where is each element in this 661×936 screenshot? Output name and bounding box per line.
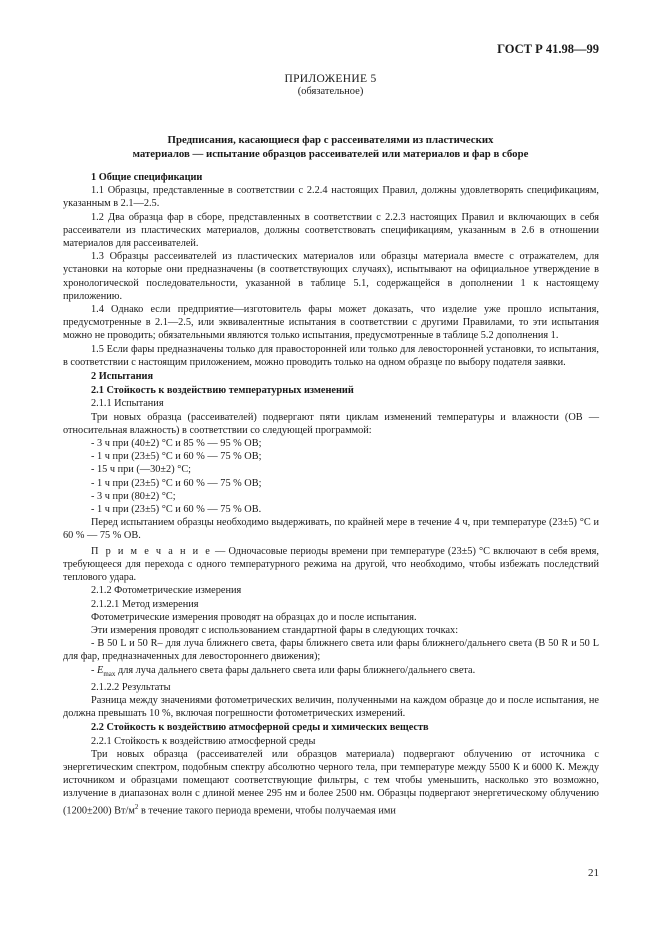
program-item: - 3 ч при (80±2) °С; bbox=[91, 490, 176, 502]
note-text: — Одночасовые периоды времени при температуре (23±5) °С включают в себя время, требующееся для перехода с одного температурного режима на другой, что необходимо, чтобы избежать последствий теплового удара. bbox=[63, 545, 599, 584]
section-1-title: 1 Общие спецификации bbox=[91, 172, 203, 183]
note-paragraph bbox=[63, 545, 599, 585]
document-code: ГОСТ Р 41.98—99 bbox=[497, 42, 599, 56]
section-heading bbox=[0, 134, 661, 161]
section-2-2-title: 2.2 Стойкость к воздействию атмосферной среды и химических веществ bbox=[91, 722, 429, 734]
paragraph-1-4: 1.4 Однако если предприятие—изготовитель фары может доказать, что изделие уже прошло испытания, предусмотренные в 2.1—2.5, или эквивалентные испытания в соответствии с другими Правилами, то эти испытания можно не проводить; обязательными являются только испытания, предусмотренные в таблице 5.2 дополнения 1. bbox=[63, 304, 599, 342]
paragraph-2-2-1-text-b: в течение такого периода времени, чтобы получаемая ими bbox=[138, 805, 396, 817]
page-number: 21 bbox=[588, 867, 599, 879]
program-item: - 3 ч при (40±2) °С и 85 % — 95 % ОВ; bbox=[91, 438, 262, 450]
paragraph-method-2: Эти измерения проводят с использованием стандартной фары в следующих точках: bbox=[91, 624, 459, 636]
paragraph-2-2-1-text-a: Три новых образца (рассеивателей или образцов материала) подвергают облучению от источника с энергетическим спектром, подобным спектру абсолютно черного тела, при температуре между 5500 К и 6000 К. Между источником и образцами помещают соответствующие фильтры, с тем чтобы уменьшить, насколько это возможно, излучение в диапазонах волн с длиной менее 295 нм и более 2500 нм. Образцы подвергают энергетическому облучению (1200±200) Вт/м bbox=[63, 748, 599, 817]
paragraph-2-2-1 bbox=[63, 748, 599, 817]
section-2-title: 2 Испытания bbox=[91, 371, 154, 383]
section-2-1-1-title: 2.1.1 Испытания bbox=[91, 398, 164, 410]
e-max-symbol: E bbox=[97, 664, 104, 676]
heading-line-1: Предписания, касающиеся фар с рассеивателями из пластических bbox=[167, 134, 494, 146]
appendix-status: (обязательное) bbox=[297, 86, 364, 97]
paragraph-method-4 bbox=[63, 664, 599, 681]
program-item: - 15 ч при (—30±2) °С; bbox=[91, 464, 192, 476]
program-item: - 1 ч при (23±5) °С и 60 % — 75 % ОВ. bbox=[91, 504, 262, 516]
appendix-title: ПРИЛОЖЕНИЕ 5 bbox=[284, 73, 377, 85]
paragraph-2-1-1: Три новых образца (рассеивателей) подвергают пяти циклам изменений температуры и влажности (ОВ — относительная влажность) в соответствии со следующей программой: bbox=[63, 411, 599, 436]
paragraph-1-3: 1.3 Образцы рассеивателей из пластических материалов или образцы материала вместе с отражателем, для установки на которые они предназначены (в соответствующих случаях), испытывают на официальное утверждение в хронологической последовательности, указанной в таблице 5.1, содержащейся в дополнении 1 к настоящему приложению. bbox=[63, 251, 599, 302]
paragraph-method-1: Фотометрические измерения проводят на образцах до и после испытания. bbox=[91, 611, 417, 623]
paragraph-results: Разница между значениями фотометрических величин, полученными на каждом образце до и после испытания, не должна превышать 10 %, включая погрешности фотометрических измерений. bbox=[63, 694, 599, 720]
superscript-2: 2 bbox=[134, 802, 139, 811]
section-2-1-2-2-title: 2.1.2.2 Результаты bbox=[91, 681, 171, 693]
paragraph-1-2: 1.2 Два образца фар в сборе, представленных в соответствии с 2.2.3 настоящих Правил и включающих в себя рассеиватели из пластических материалов, должны соответствовать спецификациям, указанным в 2.6 в отношении материалов для рассеивателей. bbox=[63, 211, 599, 250]
paragraph-method-3: - В 50 L и 50 R– для луча ближнего света, фары ближнего света или фары ближнего/дальнего света (В 50 R и 50 L для фар, предназначенных для левостороннего движения); bbox=[63, 638, 599, 663]
e-max-subscript: max bbox=[103, 669, 116, 678]
method-4-prefix: - bbox=[91, 664, 98, 676]
document-body bbox=[63, 170, 599, 817]
section-2-1-2-1-title: 2.1.2.1 Метод измерения bbox=[91, 598, 199, 610]
section-2-2-1-title: 2.2.1 Стойкость к воздействию атмосферной среды bbox=[91, 735, 316, 747]
heading-line-2: материалов — испытание образцов рассеивателей или материалов и фар в сборе bbox=[132, 147, 529, 160]
program-item: - 1 ч при (23±5) °С и 60 % — 75 % ОВ; bbox=[91, 477, 262, 489]
method-4-text: для луча дальнего света фары дальнего света или фары ближнего/дальнего света. bbox=[115, 664, 476, 676]
note-label: П р и м е ч а н и е bbox=[91, 545, 212, 557]
paragraph-before-test: Перед испытанием образцы необходимо выдерживать, по крайней мере в течение 4 ч, при температуре (23±5) °С и 60 % — 75 % ОВ. bbox=[63, 517, 599, 542]
paragraph-1-1: 1.1 Образцы, представленные в соответствии с 2.2.4 настоящих Правил, должны удовлетворять спецификациям, указанным в 2.1—2.5. bbox=[63, 185, 599, 210]
program-item: - 1 ч при (23±5) °С и 60 % — 75 % ОВ; bbox=[91, 451, 262, 463]
section-2-1-2-title: 2.1.2 Фотометрические измерения bbox=[91, 585, 242, 597]
paragraph-1-5: 1.5 Если фары предназначены только для правосторонней или только для левосторонней установки, то испытания, в соответствии с настоящим приложением, можно проводить только на одном образце по выбору подателя заявки. bbox=[63, 343, 599, 368]
section-2-1-title: 2.1 Стойкость к воздействию температурных изменений bbox=[91, 385, 354, 397]
